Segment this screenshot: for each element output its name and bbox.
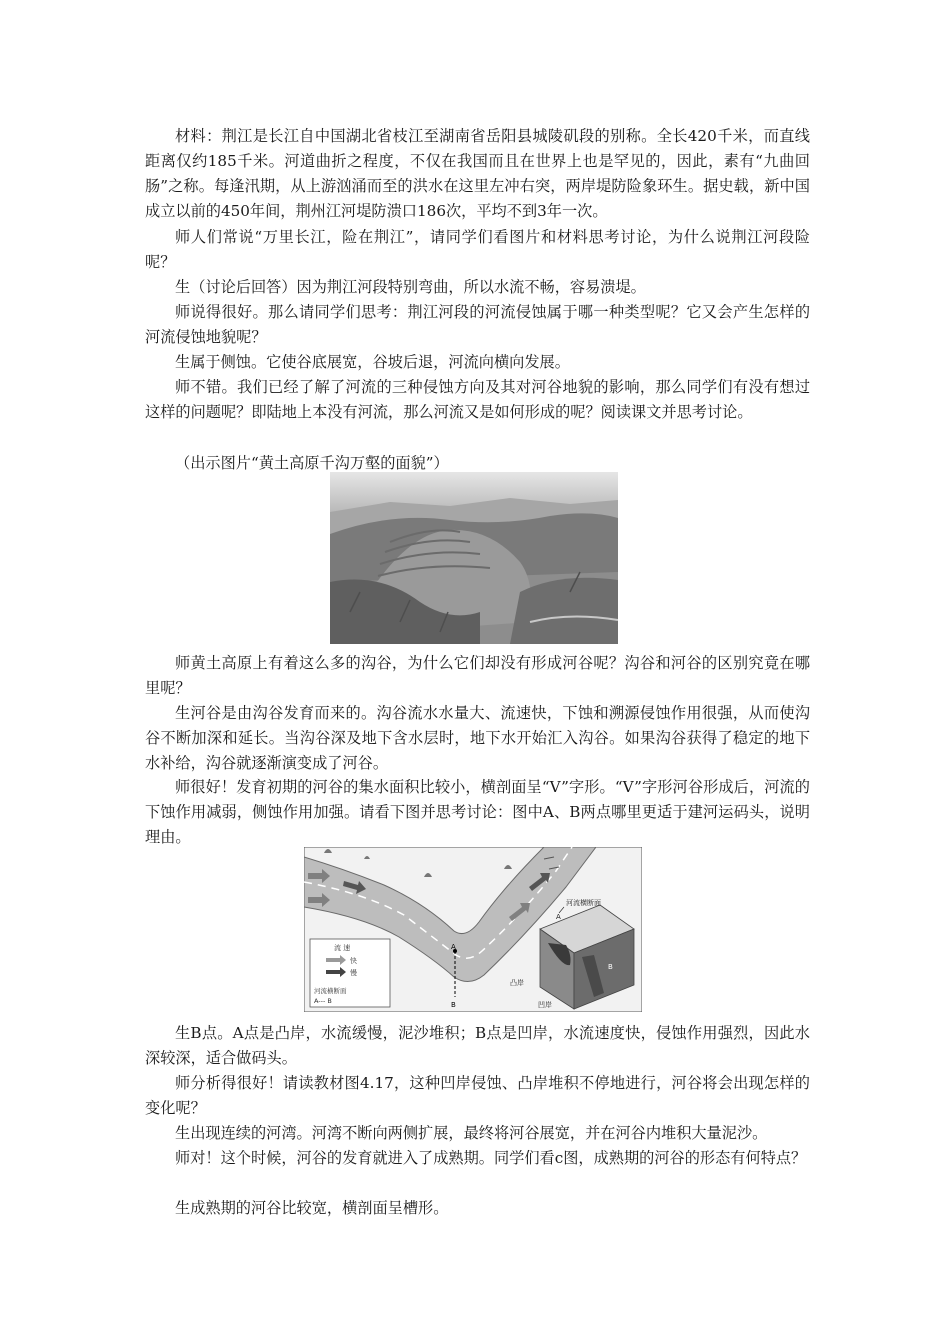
river-bend-diagram bbox=[304, 847, 642, 1012]
convex-bank-label: 凸岸 bbox=[510, 979, 524, 987]
paragraph-student-1: 生（讨论后回答）因为荆江河段特别弯曲，所以水流不畅，容易溃堤。 bbox=[175, 278, 646, 296]
paragraph-teacher-7: 师对！这个时候，河谷的发育就进入了成熟期。同学们看c图，成熟期的河谷的形态有何特点？ bbox=[175, 1149, 807, 1167]
paragraph-teacher-6: 师分析得很好！请读教材图4.17，这种凹岸侵蚀、凸岸堆积不停地进行，河谷将会出现怎样的变化呢？ bbox=[145, 1074, 810, 1117]
paragraph-teacher-1: 师人们常说“万里长江，险在荆江”，请同学们看图片和材料思考讨论，为什么说荆江河段险呢？ bbox=[145, 228, 810, 271]
paragraph-student-2: 生属于侧蚀。它使谷底展宽，谷坡后退，河流向横向发展。 bbox=[175, 353, 570, 371]
paragraph-material: 材料：荆江是长江自中国湖北省枝江至湖南省岳阳县城陵矶段的别称。全长420千米，而直线距离仅约185千米。河道曲折之程度，不仅在我国而且在世界上也是罕见的，因此，素有“九曲回肠”之称。每逢汛期，从上游汹涌而至的洪水在这里左冲右突，两岸堤防险象环生。据史载，新中国成立以前的450年间，荆州江河堤防溃口186次，平均不到3年一次。 bbox=[145, 127, 810, 220]
legend-ab-label: A--- B bbox=[314, 997, 332, 1005]
cross-section-title: 河流横断面 bbox=[566, 899, 601, 907]
paragraph-student-4: 生B点。A点是凸岸，水流缓慢，泥沙堆积；B点是凹岸，水流速度快，侵蚀作用强烈，因此水深较深，适合做码头。 bbox=[145, 1024, 810, 1067]
legend-slow-label: 慢 bbox=[350, 969, 357, 977]
block-b-label: B bbox=[608, 963, 613, 971]
paragraph-student-6: 生成熟期的河谷比较宽，横剖面呈槽形。 bbox=[175, 1199, 449, 1217]
paragraph-teacher-2: 师说得很好。那么请同学们思考：荆江河段的河流侵蚀属于哪一种类型呢？它又会产生怎样的河流侵蚀地貌呢？ bbox=[145, 303, 810, 346]
legend-section-label: 河流横断面 bbox=[314, 987, 347, 995]
paragraph-student-3: 生河谷是由沟谷发育而来的。沟谷流水水量大、流速快，下蚀和溯源侵蚀作用很强，从而使沟谷不断加深和延长。当沟谷深及地下含水层时，地下水开始汇入沟谷。如果沟谷获得了稳定的地下水补给，沟谷就逐渐演变成了河谷。 bbox=[145, 704, 810, 772]
concave-bank-label: 凹岸 bbox=[538, 1001, 552, 1009]
legend-title: 流 速 bbox=[334, 944, 351, 952]
photo-caption: （出示图片“黄土高原千沟万壑的面貌”） bbox=[175, 454, 449, 472]
point-a-label: A bbox=[451, 943, 456, 951]
legend-fast-label: 快 bbox=[350, 957, 357, 965]
paragraph-teacher-3: 师不错。我们已经了解了河流的三种侵蚀方向及其对河谷地貌的影响，那么同学们有没有想过这样的问题呢？即陆地上本没有河流，那么河流又是如何形成的呢？阅读课文并思考讨论。 bbox=[145, 378, 810, 421]
block-a-label: A bbox=[556, 913, 561, 921]
paragraph-teacher-5: 师很好！发育初期的河谷的集水面积比较小，横剖面呈“V”字形。“V”字形河谷形成后，河流的下蚀作用减弱，侧蚀作用加强。请看下图并思考讨论：图中A、B两点哪里更适于建河运码头，说明理由。 bbox=[145, 778, 810, 846]
paragraph-teacher-4: 师黄土高原上有着这么多的沟谷，为什么它们却没有形成河谷呢？沟谷和河谷的区别究竟在哪里呢？ bbox=[145, 654, 810, 697]
loess-plateau-photo bbox=[330, 472, 618, 644]
paragraph-student-5: 生出现连续的河湾。河湾不断向两侧扩展，最终将河谷展宽，并在河谷内堆积大量泥沙。 bbox=[175, 1124, 768, 1142]
point-b-label: B bbox=[451, 1001, 456, 1009]
